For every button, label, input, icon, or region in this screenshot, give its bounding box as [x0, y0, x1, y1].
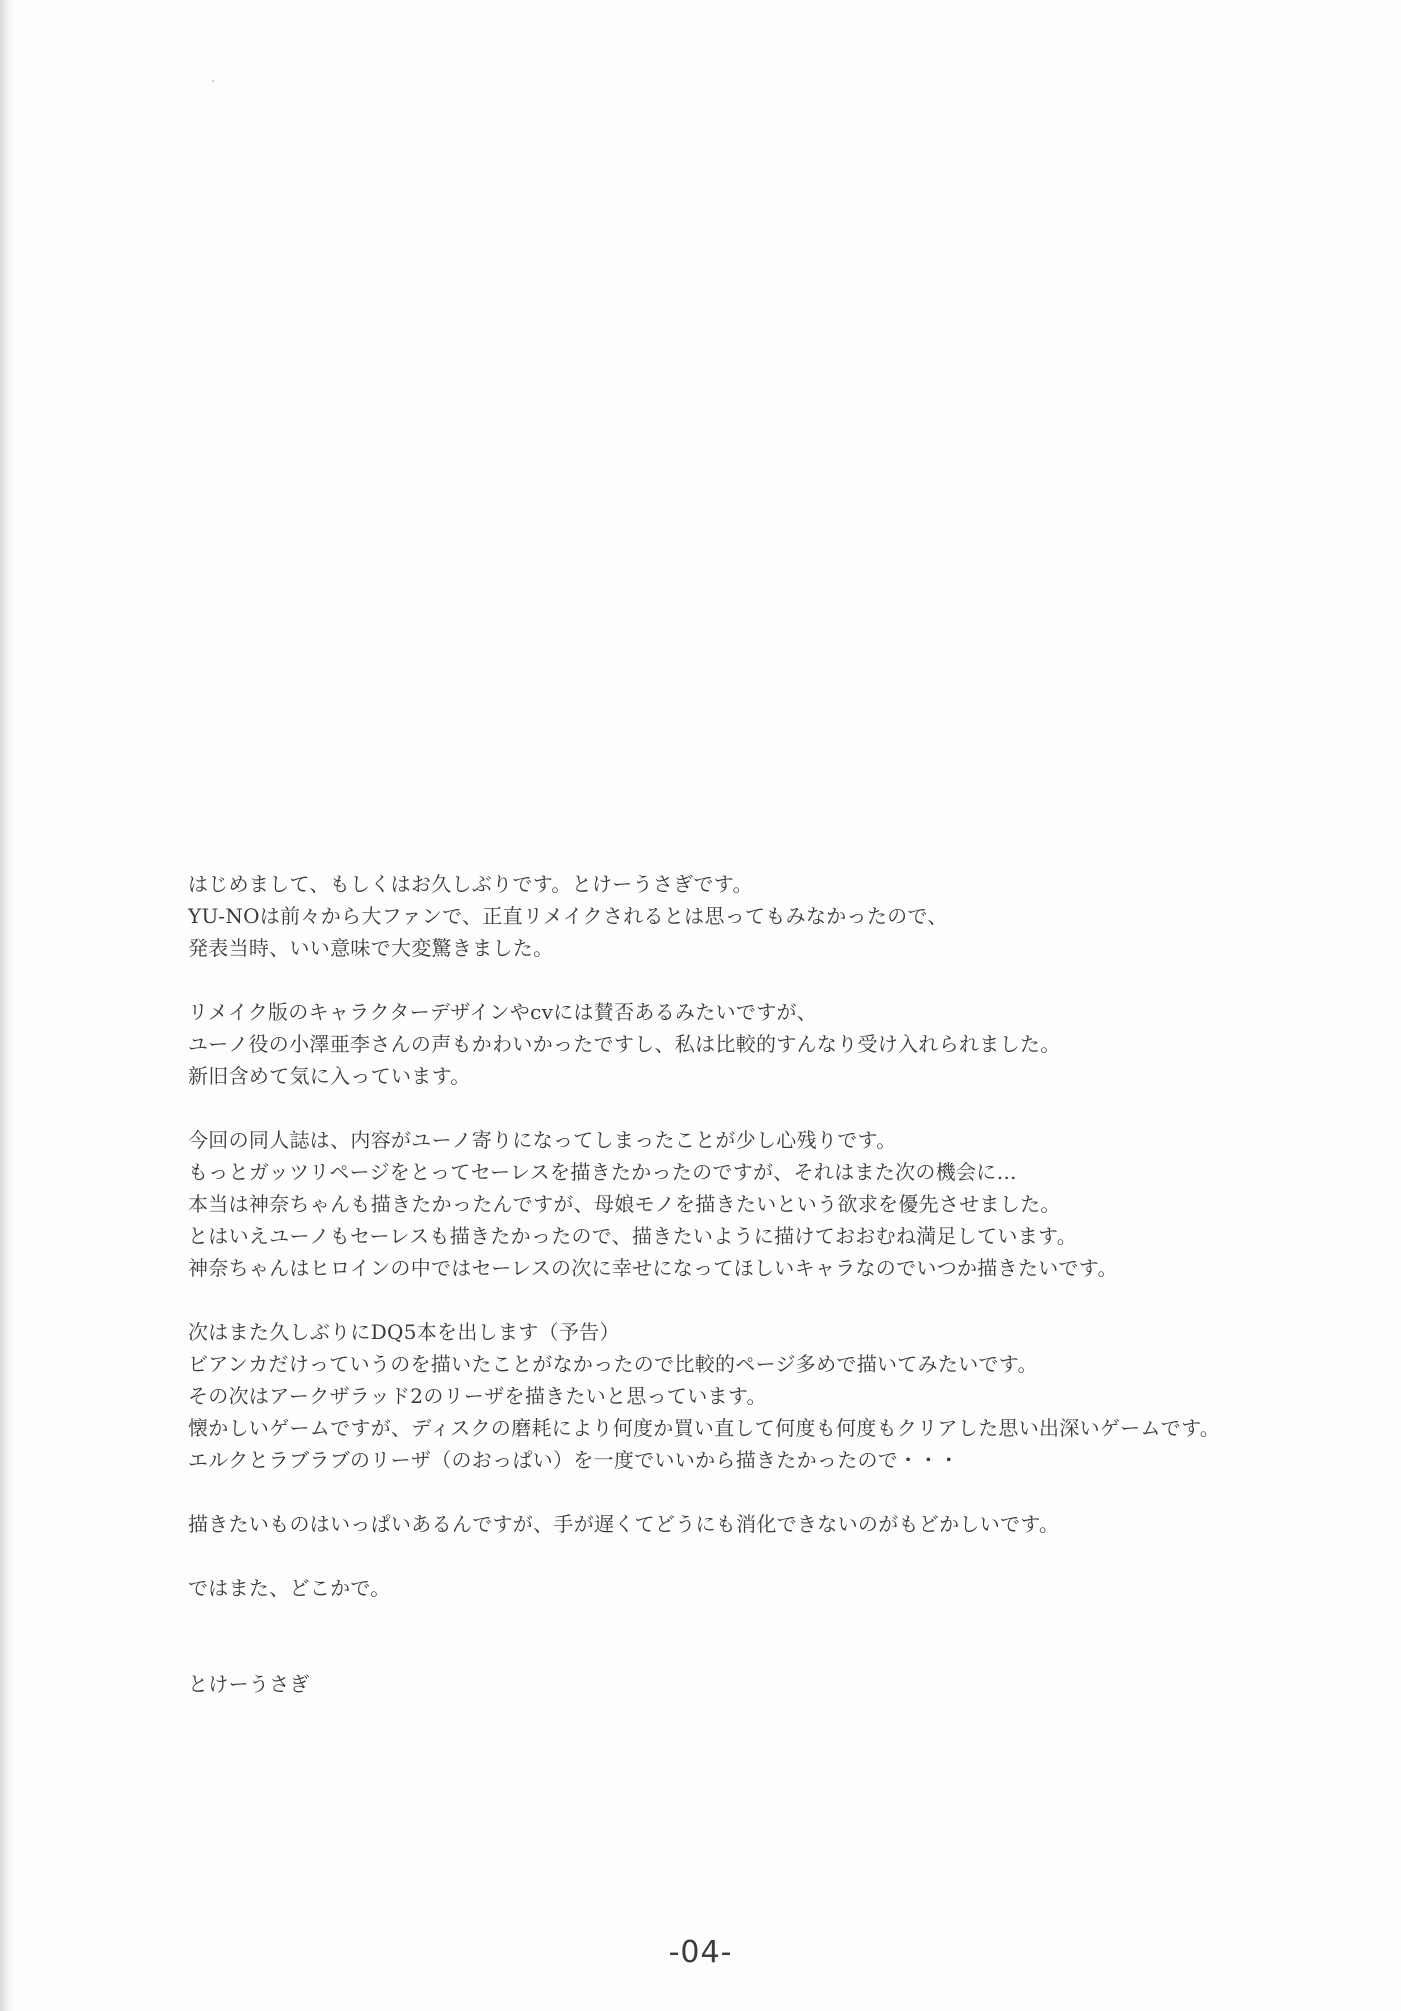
afterword-text: [188, 868, 1338, 1700]
scan-speck: [212, 80, 214, 82]
paragraph-gap: [188, 1284, 1338, 1316]
afterword-line: 本当は神奈ちゃんも描きたかったんですが、母娘モノを描きたいという欲求を優先させました。: [188, 1192, 1061, 1216]
afterword-line: とはいえユーノもセーレスも描きたかったので、描きたいように描けておおむね満足しています。: [188, 1224, 1077, 1248]
paragraph-gap: [188, 1476, 1338, 1508]
paragraph-gap: [188, 1540, 1338, 1572]
afterword-line: 新旧含めて気に入っています。: [188, 1064, 471, 1088]
author-signature: とけーうさぎ: [188, 1672, 310, 1696]
afterword-line: ユーノ役の小澤亜李さんの声もかわいかったですし、私は比較的すんなり受け入れられました。: [188, 1032, 1061, 1056]
paragraph-gap: [188, 1604, 1338, 1668]
afterword-line: もっとガッツリページをとってセーレスを描きたかったのですが、それはまた次の機会に…: [188, 1160, 1017, 1184]
afterword-line: 描きたいものはいっぱいあるんですが、手が遅くてどうにも消化できないのがもどかしいです。: [188, 1512, 1060, 1536]
afterword-line: ビアンカだけっていうのを描いたことがなかったので比較的ページ多めで描いてみたいです。: [188, 1352, 1038, 1376]
afterword-line: 懐かしいゲームですが、ディスクの磨耗により何度か買い直して何度も何度もクリアした思い出深いゲームです。: [188, 1416, 1221, 1440]
afterword-line: 神奈ちゃんはヒロインの中ではセーレスの次に幸せになってほしいキャラなのでいつか描きたいです。: [188, 1256, 1118, 1280]
afterword-line: 次はまた久しぶりにDQ5本を出します（予告）: [188, 1320, 620, 1344]
paragraph-gap: [188, 964, 1338, 996]
afterword-line: 発表当時、いい意味で大変驚きました。: [188, 936, 554, 960]
page-number: -04-: [668, 1935, 733, 1970]
afterword-line: エルクとラブラブのリーザ（のおっぱい）を一度でいいから描きたかったので・・・: [188, 1448, 959, 1472]
afterword-line: 今回の同人誌は、内容がユーノ寄りになってしまったことが少し心残りです。: [188, 1128, 897, 1152]
paragraph-gap: [188, 1092, 1338, 1124]
afterword-line: ではまた、どこかで。: [188, 1576, 391, 1600]
afterword-line: リメイク版のキャラクターデザインやcvには賛否あるみたいですが、: [188, 1000, 818, 1024]
afterword-line: YU-NOは前々から大ファンで、正直リメイクされるとは思ってもみなかったので、: [188, 904, 948, 928]
page-binding-edge: [0, 0, 14, 2011]
afterword-line: その次はアークザラッド2のリーザを描きたいと思っています。: [188, 1384, 767, 1408]
afterword-line: はじめまして、もしくはお久しぶりです。とけーうさぎです。: [188, 872, 753, 896]
